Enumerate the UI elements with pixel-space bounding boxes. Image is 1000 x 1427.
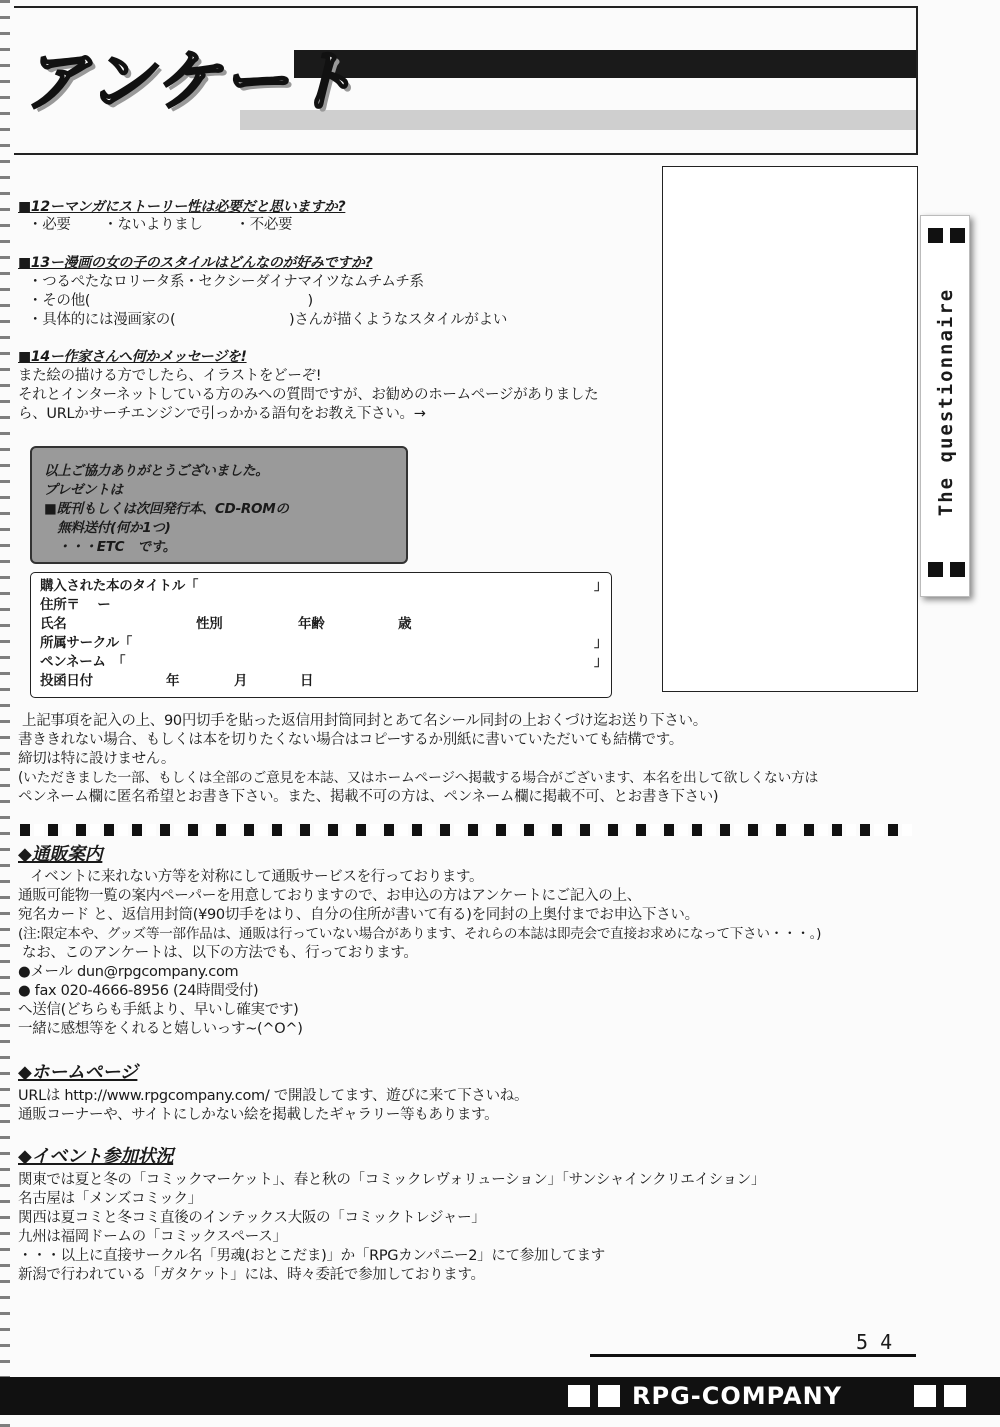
form-day-label: 日 <box>300 673 314 689</box>
mail-order-line-1: イベントに来れない方等を対称にして通販サービスを行っております。 <box>30 869 484 885</box>
question-14-line-3: ら、URLかサーチエンジンで引っかかる語句をお教え下さい。→ <box>18 406 426 422</box>
mail-order-line-5: なお、このアンケートは、以下の方法でも、行っております。 <box>22 945 418 961</box>
page-number: 5 4 <box>856 1330 893 1354</box>
form-age-label: 年齢 <box>298 616 325 632</box>
side-label-text: The questionnaire <box>935 287 957 517</box>
instruction-line-2: 書ききれない場合、もしくは本を切りたくない場合はコピーするか別紙に書いていただいても結構です。 <box>18 732 683 748</box>
form-gender-label: 性別 <box>196 616 223 632</box>
side-label-square-top <box>928 228 943 243</box>
question-13-option-2: ・その他( ) <box>28 293 313 309</box>
question-13-option-1: ・つるぺたなロリータ系・セクシーダイナマイツなムチムチ系 <box>28 274 424 290</box>
thanks-line-1: 以上ご協力ありがとうございました。 <box>44 463 269 479</box>
message-box[interactable] <box>662 166 918 692</box>
question-12-heading: ■12ーマンガにストーリー性は必要だと思いますか? <box>18 199 346 215</box>
page-number-rule <box>590 1354 916 1357</box>
events-line-2: 名古屋は「メンズコミック」 <box>18 1191 202 1207</box>
page-title: アンケート <box>22 43 359 120</box>
question-14-line-1: また絵の描ける方でしたら、イラストをどーぞ! <box>18 368 322 384</box>
form-name-label: 氏名 <box>40 616 67 632</box>
mail-order-line-2: 通販可能物一覧の案内ペーパーを用意しておりますので、お申込の方はアンケートにご記入の上、 <box>18 888 641 904</box>
footer-brand: RPG-COMPANY <box>632 1382 843 1410</box>
instruction-line-3: 締切は特に設けません。 <box>18 751 176 767</box>
mail-order-email[interactable]: ●メール dun@rpgcompany.com <box>18 964 239 980</box>
question-14-line-2: それとインターネットしている方のみへの質問ですが、お勧めのホームページがありました <box>18 387 599 403</box>
side-label-square-bottom-2 <box>950 562 965 577</box>
footer-square-2 <box>598 1385 620 1407</box>
events-line-6: 新潟で行われている「ガタケット」には、時々委託で参加しております。 <box>18 1267 485 1283</box>
mail-order-fax: ● fax 020-4666-8956 (24時間受付) <box>18 983 259 999</box>
instruction-line-4: (いただきました一部、もしくは全部のご意見を本誌、又はホームページへ掲載する場合がございます、本名を出して欲しくない方は <box>18 770 819 786</box>
footer-square-4 <box>944 1385 966 1407</box>
form-book-title-label: 購入された本のタイトル「 <box>40 578 199 594</box>
binding-edge <box>0 0 10 1427</box>
square-divider-outline <box>20 824 916 836</box>
events-line-3: 関西は夏コミと冬コミ直後のインテックス大阪の「コミックトレジャー」 <box>18 1210 486 1226</box>
homepage-line-2: 通販コーナーや、サイトにしかない絵を掲載したギャラリー等もあります。 <box>18 1107 499 1123</box>
form-circle-label: 所属サークル「 <box>40 635 132 651</box>
homepage-heading: ◆ホームページ <box>18 1062 138 1083</box>
mail-order-line-3: 宛名カード と、返信用封筒(¥90切手をはり、自分の住所が書いて有る)を同封の上奥付までお申込下さい。 <box>18 907 699 923</box>
instruction-line-5: ペンネーム欄に匿名希望とお書き下さい。また、掲載不可の方は、ペンネーム欄に掲載不可、とお書き下さい) <box>18 789 719 805</box>
events-line-1: 関東では夏と冬の「コミックマーケット」、春と秋の「コミックレヴォリューション」「サンシャインクリエイション」 <box>18 1172 766 1188</box>
footer-square-3 <box>914 1385 936 1407</box>
homepage-url-line[interactable]: URLは http://www.rpgcompany.com/ で開設してます、遊びに来て下さいね。 <box>18 1088 529 1104</box>
question-12-options: ・必要 ・ないよりまし ・不必要 <box>28 217 293 233</box>
thanks-line-3: ■既刊もしくは次回発行本、CD-ROMの <box>44 501 289 517</box>
form-circle-close: 」 <box>594 635 608 651</box>
mail-order-line-4: (注:限定本や、グッズ等一部作品は、通販は行っていない場合があります、それらの本誌は即売会で直接お求めになって下さい・・・。) <box>18 926 822 942</box>
mail-order-heading: ◆通販案内 <box>18 844 103 865</box>
form-penname-close: 」 <box>594 654 608 670</box>
instruction-line-1: 上記事項を記入の上、90円切手を貼った返信用封筒同封とあて名シール同封の上おくづけ迄お送り下さい。 <box>22 713 707 729</box>
form-year-label: 年 <box>166 673 180 689</box>
footer-square-1 <box>568 1385 590 1407</box>
thanks-line-4: 無料送付(何か1つ) <box>44 520 171 536</box>
form-age-unit: 歳 <box>398 616 412 632</box>
question-13-heading: ■13ー漫画の女の子のスタイルはどんなのが好みですか? <box>18 255 373 271</box>
footer-bar <box>0 1377 1000 1415</box>
form-date-label: 投函日付 <box>40 673 93 689</box>
form-book-title-close: 」 <box>594 578 608 594</box>
question-14-heading: ■14ー作家さんへ何かメッセージを! <box>18 349 247 365</box>
mail-order-line-8: へ送信(どちらも手紙より、早いし確実です) <box>18 1002 299 1018</box>
form-month-label: 月 <box>234 673 248 689</box>
side-label-square-top-2 <box>950 228 965 243</box>
events-heading: ◆イベント参加状況 <box>18 1146 174 1167</box>
question-13-option-3: ・具体的には漫画家の( )さんが描くようなスタイルがよい <box>28 312 508 328</box>
thanks-line-2: プレゼントは <box>44 482 123 498</box>
events-line-5: ・・・以上に直接サークル名「男魂(おとこだま)」か「RPGカンパニー2」にて参加してます <box>18 1248 605 1264</box>
thanks-line-5: ・・・ETC です。 <box>44 539 176 555</box>
events-line-4: 九州は福岡ドームの「コミックスペース」 <box>18 1229 287 1245</box>
title-bar <box>294 50 916 78</box>
side-label-square-bottom <box>928 562 943 577</box>
form-address-label: 住所〒 ー <box>40 597 111 613</box>
mail-order-line-9: 一緒に感想等をくれると嬉しいっす~(^O^) <box>18 1021 303 1037</box>
form-penname-label: ペンネーム 「 <box>40 654 126 670</box>
